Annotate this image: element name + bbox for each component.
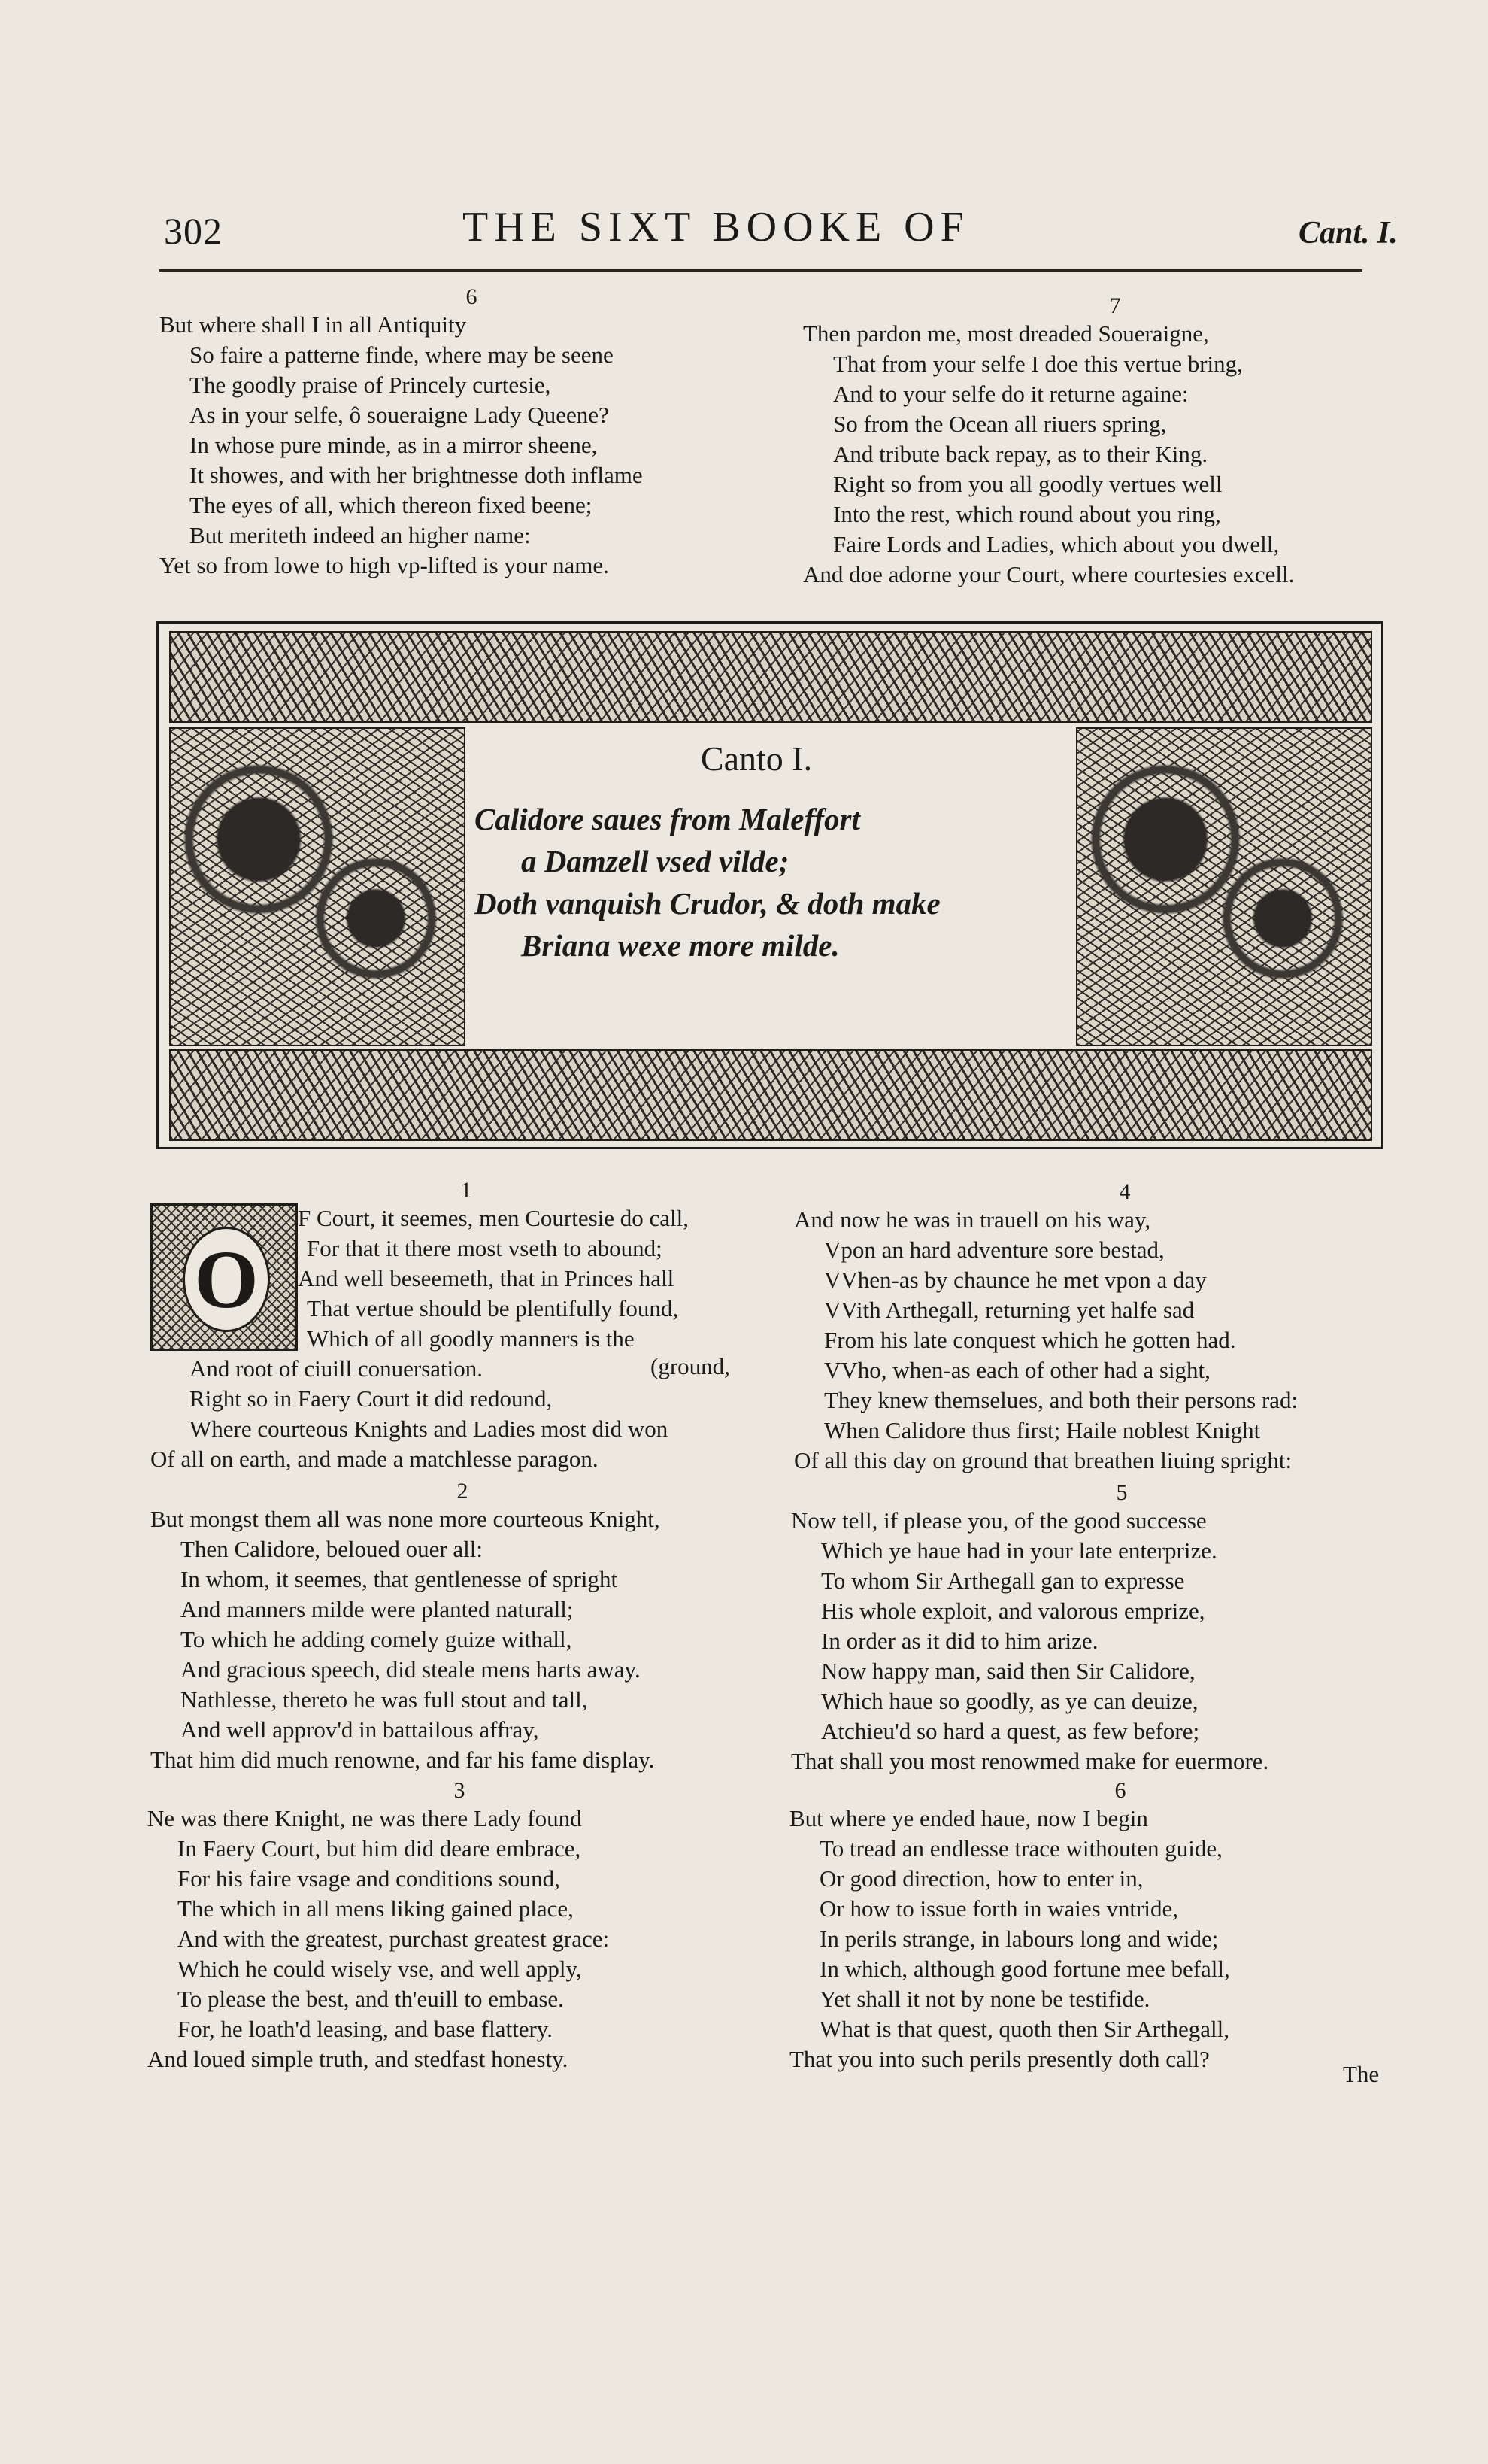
verse-line: And doe adorne your Court, where courtesies excell.	[803, 561, 1295, 587]
stanza-number: 6	[465, 284, 477, 309]
verse-line: In whose pure minde, as in a mirror sheene,	[189, 432, 598, 458]
woodcut-border-top	[169, 631, 1372, 723]
verse-line: VVith Arthegall, returning yet halfe sad	[824, 1297, 1195, 1323]
verse-line: From his late conquest which he gotten had.	[824, 1327, 1236, 1353]
verse-line: Nathlesse, thereto he was full stout and tall,	[180, 1686, 588, 1713]
stanza-number: 4	[1119, 1179, 1131, 1204]
stanza-1	[150, 1178, 782, 1474]
woodcut-border-bottom	[169, 1049, 1372, 1141]
verse-line: But where ye ended haue, now I begin	[789, 1805, 1148, 1831]
verse-line: Vpon an hard adventure sore bestad,	[824, 1237, 1165, 1263]
verse-line: For that it there most vseth to abound;	[307, 1235, 662, 1261]
verse-line: That from your selfe I doe this vertue bring,	[833, 350, 1243, 377]
verse-line: That vertue should be plentifully found,	[307, 1295, 679, 1322]
verse-line: F Court, it seemes, men Courtesie do call,	[298, 1205, 689, 1231]
verse-line: Of all on earth, and made a matchlesse paragon.	[150, 1446, 599, 1472]
verse-line: Or how to issue forth in waies vntride,	[820, 1895, 1178, 1922]
stanza-number: 3	[453, 1778, 465, 1803]
verse-overflow-word: (ground,	[650, 1353, 730, 1379]
verse-line: In Faery Court, but him did deare embrace,	[177, 1835, 581, 1862]
verse-line: In perils strange, in labours long and wide;	[820, 1925, 1219, 1952]
stanza-number: 1	[460, 1178, 472, 1203]
verse-line: What is that quest, quoth then Sir Arthegall,	[820, 2016, 1229, 2042]
running-title: THE SIXT BOOKE OF	[462, 204, 970, 250]
verse-line: VVhen-as by chaunce he met vpon a day	[824, 1267, 1207, 1293]
verse-line: Which he could wisely vse, and well apply,	[177, 1956, 582, 1982]
catchword: The	[1343, 2061, 1380, 2087]
stanza-3	[147, 1778, 771, 2074]
verse-line: The goodly praise of Princely curtesie,	[189, 372, 551, 398]
woodcut-cherub-right	[1076, 727, 1372, 1046]
verse-line: So faire a patterne finde, where may be seene	[189, 341, 614, 368]
verse-line: That him did much renowne, and far his fame display.	[150, 1746, 655, 1773]
verse-line: The eyes of all, which thereon fixed beene;	[189, 492, 592, 518]
verse-line: Ne was there Knight, ne was there Lady found	[147, 1805, 582, 1831]
canto-title: Canto I.	[700, 739, 813, 778]
verse-line: That shall you most renowmed make for euermore.	[791, 1748, 1269, 1774]
verse-line: For his faire vsage and conditions sound,	[177, 1865, 560, 1892]
verse-line: Then pardon me, most dreaded Soueraigne,	[803, 320, 1209, 347]
verse-line: And loued simple truth, and stedfast honesty.	[147, 2046, 568, 2072]
stanza-number: 6	[1114, 1778, 1126, 1803]
verse-line: For, he loath'd leasing, and base flattery.	[177, 2016, 553, 2042]
canto-argument-line: Doth vanquish Crudor, & doth make	[474, 886, 941, 921]
stanza-pre-7	[803, 293, 1427, 590]
verse-line: But mongst them all was none more courteous Knight,	[150, 1506, 660, 1532]
verse-line: To tread an endlesse trace withouten guide,	[820, 1835, 1223, 1862]
canto-argument-line: Briana wexe more milde.	[521, 928, 840, 963]
canto-heading	[474, 736, 1068, 966]
verse-line: And to your selfe do it returne againe:	[833, 381, 1189, 407]
verse-line: And now he was in trauell on his way,	[794, 1206, 1151, 1233]
verse-line: But where shall I in all Antiquity	[159, 311, 467, 338]
woodcut-cherub-left	[169, 727, 465, 1046]
stanza-number: 7	[1109, 293, 1121, 318]
verse-line: Which of all goodly manners is the	[307, 1325, 635, 1352]
verse-line: And manners milde were planted naturall;	[180, 1596, 574, 1622]
verse-line: To whom Sir Arthegall gan to expresse	[821, 1567, 1185, 1594]
verse-line: To please the best, and th'euill to embase.	[177, 1986, 564, 2012]
verse-line: Now tell, if please you, of the good successe	[791, 1507, 1207, 1534]
drop-cap-letter: O	[183, 1227, 270, 1332]
verse-line: So from the Ocean all riuers spring,	[833, 411, 1167, 437]
canto-argument-line: Calidore saues from Maleffort	[474, 802, 860, 836]
verse-line: Of all this day on ground that breathen liuing spright:	[794, 1447, 1293, 1473]
verse-line: And tribute back repay, as to their King.	[833, 441, 1208, 467]
verse-line: Into the rest, which round about you ring,	[833, 501, 1221, 527]
verse-line: The which in all mens liking gained place,	[177, 1895, 574, 1922]
verse-line: That you into such perils presently doth call?	[789, 2046, 1210, 2072]
verse-line: Atchieu'd so hard a quest, as few before;	[821, 1718, 1200, 1744]
verse-line: And well approv'd in battailous affray,	[180, 1716, 539, 1743]
verse-line: In whom, it seemes, that gentlenesse of spright	[180, 1566, 618, 1592]
verse-line: And gracious speech, did steale mens harts away.	[180, 1656, 641, 1683]
header-rule	[159, 269, 1362, 272]
verse-line: Then Calidore, beloued ouer all:	[180, 1536, 483, 1562]
canto-argument-line: a Damzell vsed vilde;	[521, 844, 789, 878]
verse-line: To which he adding comely guize withall,	[180, 1626, 572, 1652]
verse-line: Which ye haue had in your late enterprize.	[821, 1537, 1217, 1564]
verse-line: They knew themselues, and both their persons rad:	[824, 1387, 1299, 1413]
stanza-5	[791, 1480, 1453, 1777]
stanza-4	[794, 1179, 1456, 1476]
verse-line: Right so from you all goodly vertues well	[833, 471, 1223, 497]
verse-line: His whole exploit, and valorous emprize,	[821, 1598, 1205, 1624]
verse-line: As in your selfe, ô soueraigne Lady Queene?	[189, 402, 609, 428]
verse-line: Or good direction, how to enter in,	[820, 1865, 1144, 1892]
page-number: 302	[164, 210, 223, 252]
verse-line: In order as it did to him arize.	[821, 1628, 1099, 1654]
verse-line: Where courteous Knights and Ladies most did won	[189, 1416, 668, 1442]
verse-line: In which, although good fortune mee befall,	[820, 1956, 1230, 1982]
stanza-number: 2	[456, 1479, 468, 1504]
verse-line: And well beseemeth, that in Princes hall	[298, 1265, 674, 1291]
stanza-6	[789, 1778, 1451, 2074]
verse-line: Yet so from lowe to high vp-lifted is your name.	[159, 552, 609, 578]
verse-line: Faire Lords and Ladies, which about you dwell,	[833, 531, 1280, 557]
verse-line: But meriteth indeed an higher name:	[189, 522, 531, 548]
verse-line: Right so in Faery Court it did redound,	[189, 1385, 553, 1412]
verse-line: Now happy man, said then Sir Calidore,	[821, 1658, 1196, 1684]
canto-reference: Cant. I.	[1299, 216, 1398, 250]
canto-ornament-frame	[156, 621, 1383, 1149]
verse-line-text: And root of ciuill conuersation.	[189, 1355, 483, 1382]
stanza-2	[150, 1479, 774, 1775]
verse-line: Which haue so goodly, as ye can deuize,	[821, 1688, 1199, 1714]
verse-line: When Calidore thus first; Haile noblest Knight	[824, 1417, 1261, 1443]
verse-line: It showes, and with her brightnesse doth inflame	[189, 462, 643, 488]
verse-line: And with the greatest, purchast greatest grace:	[177, 1925, 610, 1952]
stanza-number: 5	[1116, 1480, 1128, 1505]
verse-line: Yet shall it not by none be testifide.	[820, 1986, 1150, 2012]
verse-line: VVho, when-as each of other had a sight,	[824, 1357, 1211, 1383]
verse-line	[150, 1354, 782, 1384]
stanza-pre-6	[159, 284, 783, 581]
